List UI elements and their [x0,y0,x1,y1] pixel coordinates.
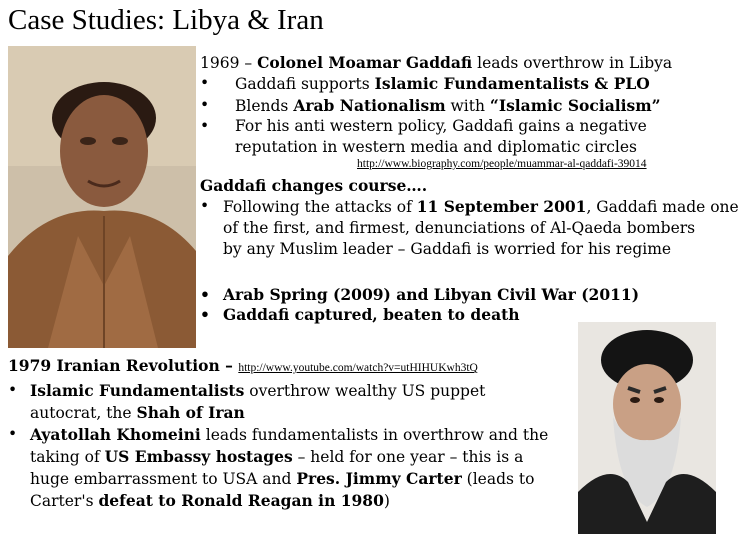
captured-text: Gaddafi captured, beaten to death [223,305,520,324]
bullet-icon: • [200,197,210,215]
i2-line3a: huge embarrassment to USA and [30,470,297,488]
khomeini-name: Ayatollah Khomeini [30,425,201,444]
b2-with: with [445,97,490,115]
i2-line3c: (leads to [461,470,535,488]
c1-text: Following the attacks of [223,198,417,216]
arab-spring-text: Arab Spring (2009) and Libyan Civil War (2011) [223,285,640,304]
hostages-text: US Embassy hostages [104,447,293,466]
bullet-icon: • [200,305,210,324]
khomeini-photo [578,322,716,534]
iran-heading: 1979 Iranian Revolution – [8,356,239,375]
iran-bullet-2 [8,424,548,512]
bullet-icon: • [200,96,210,114]
bullet-icon: • [200,74,210,92]
libya-bullet-3 [200,116,647,158]
gaddafi-photo [8,46,196,348]
reagan-text: defeat to Ronald Reagan in 1980 [98,491,384,510]
iran-heading-line [8,355,478,379]
i2-line4a: Carter's [30,492,99,510]
bullet-icon: • [200,117,210,135]
i2-line2c: – held for one year – this is a [292,448,524,466]
youtube-link[interactable]: http://www.youtube.com/watch?v=utHIHUKwh3tQ [238,362,478,374]
gaddafi-changes-heading: Gaddafi changes course…. [200,176,428,195]
c1-date: 11 September 2001 [416,197,587,216]
changes-bullet-2 [200,284,639,305]
slide-title: Case Studies: Libya & Iran [8,4,324,36]
changes-bullet-1 [200,196,739,260]
i1-bold: Islamic Fundamentalists [30,381,245,400]
overthrow-text: leads overthrow in Libya [472,54,673,72]
c1-line-3: by any Muslim leader – Gaddafi is worried for his regime [223,240,672,258]
b2-bold: Arab Nationalism [293,96,446,115]
bullet-icon: • [8,425,18,443]
b3-line-1: For his anti western policy, Gaddafi gains a negative [235,117,647,135]
bullet-icon: • [200,285,210,304]
iran-bullet-1 [8,380,485,424]
i2-line2a: taking of [30,448,105,466]
c1-line-2: of the first, and firmest, denunciations of Al-Qaeda bombers [223,219,696,237]
b2-socialism: “Islamic Socialism” [489,96,661,115]
libya-bullet-2 [200,95,661,117]
changes-bullet-3 [200,304,520,325]
carter-name: Pres. Jimmy Carter [296,469,462,488]
year-1969: 1969 – [200,54,258,72]
b1-text: Gaddafi supports [235,75,375,93]
bullet-icon: • [8,381,18,399]
b3-line-2: reputation in western media and diplomatic circles [235,138,637,156]
i2-line4c: ) [383,492,390,510]
i1-text: overthrow wealthy US puppet [244,382,486,400]
gaddafi-name: Colonel Moamar Gaddafi [257,53,473,72]
b2-text: Blends [235,97,294,115]
shah-name: Shah of Iran [136,403,245,422]
i2-text: leads fundamentalists in overthrow and the [200,426,549,444]
biography-link[interactable]: http://www.biography.com/people/muammar-al-qaddafi-39014 [357,158,647,170]
b1-bold: Islamic Fundamentalists & PLO [374,74,650,93]
i1-line2: autocrat, the [30,404,137,422]
libya-bullet-1 [200,73,650,95]
c1-rest: , Gaddafi made one [586,198,739,216]
libya-line-1969 [200,52,672,74]
